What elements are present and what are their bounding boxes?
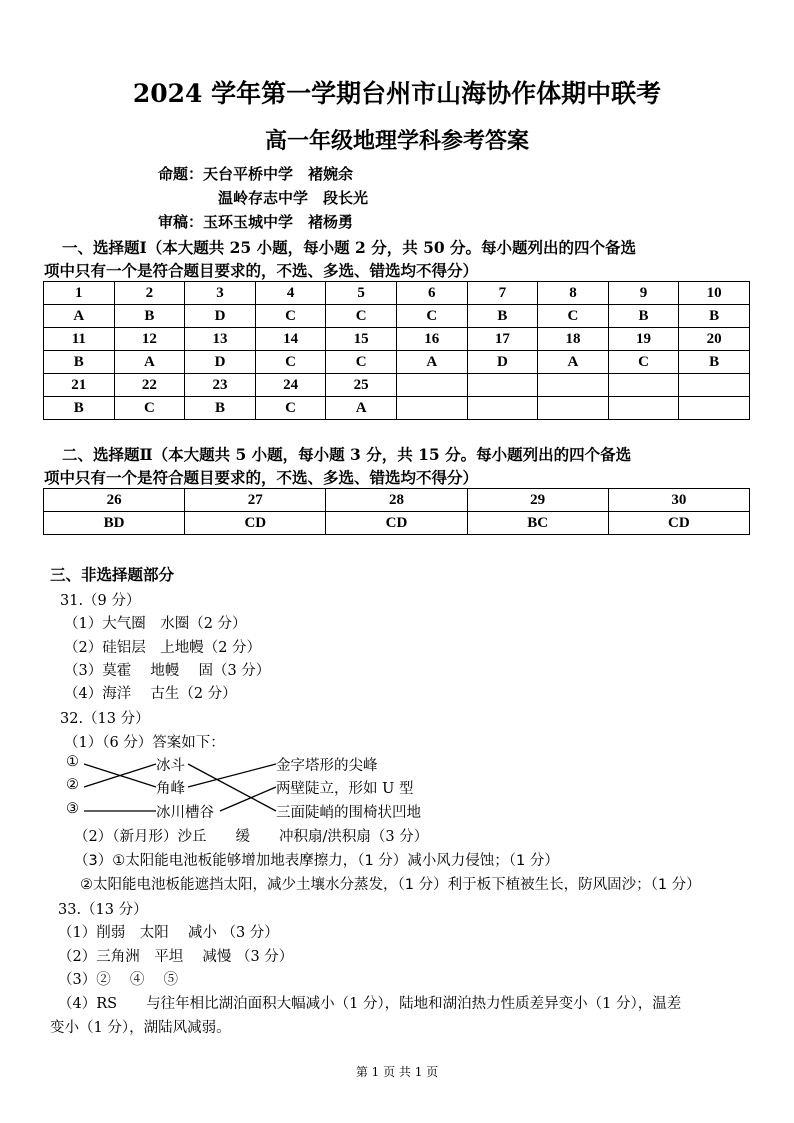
match-left-2: ② — [66, 777, 79, 793]
q1-cell: B — [467, 305, 538, 328]
q1-cell: A — [114, 351, 185, 374]
q1-cell: 4 — [255, 282, 326, 305]
q31-line-1: （1）大气圈 水圈（2 分） — [64, 616, 247, 632]
match-left-1: ① — [66, 754, 79, 770]
q2-cell: 27 — [185, 489, 326, 512]
connector-mid2-to-right1 — [188, 764, 276, 787]
q2-cell: 26 — [44, 489, 185, 512]
q1-cell: 1 — [44, 282, 115, 305]
q1-cell: 19 — [608, 328, 679, 351]
q1-cell: B — [608, 305, 679, 328]
q2-cell: 30 — [608, 489, 749, 512]
q1-cell: B — [44, 351, 115, 374]
q2-cell: 28 — [326, 489, 467, 512]
q1-cell: 24 — [255, 374, 326, 397]
q1-cell: A — [396, 351, 467, 374]
q1-cell: C — [255, 397, 326, 420]
q1-cell: 25 — [326, 374, 397, 397]
q2-cell: 29 — [467, 489, 608, 512]
q2-cell: CD — [608, 512, 749, 535]
match-right-3: 三面陡峭的围椅状凹地 — [276, 805, 421, 821]
q1-cell: 18 — [538, 328, 609, 351]
document-subtitle: 高一年级地理学科参考答案 — [264, 128, 529, 154]
section3-heading: 三、非选择题部分 — [50, 565, 175, 584]
q1-cell: C — [326, 305, 397, 328]
q1-cell: C — [255, 305, 326, 328]
q2-cell: CD — [326, 512, 467, 535]
q2-cell: BC — [467, 512, 608, 535]
q2-cell: BD — [44, 512, 185, 535]
document-title: 2024 学年第一学期台州市山海协作体期中联考 — [132, 79, 662, 108]
q1-cell: B — [44, 397, 115, 420]
section1-heading-line2: 项中只有一个是符合题目要求的，不选、多选、错选均不得分） — [44, 261, 479, 280]
q33-part4-line1: （4）RS 与往年相比湖泊面积大幅减小（1 分），陆地和湖泊热力性质差异变小（1 分），温差 — [58, 996, 682, 1012]
q32-part3: （3）①太阳能电池板能够增加地表摩擦力，（1 分）减小风力侵蚀；（1 分） — [74, 853, 559, 869]
credit-author-1: 命题：天台平桥中学 褚婉余 — [158, 165, 354, 183]
q1-cell: 2 — [114, 282, 185, 305]
q31-line-4: （4）海洋 古生（2 分） — [64, 686, 237, 702]
q2-cell: CD — [185, 512, 326, 535]
q32-part2: （2）（新月形）沙丘 缓 冲积扇/洪积扇（3 分） — [74, 829, 429, 845]
section2-heading-line1: 二、选择题Ⅱ（本大题共 5 小题，每小题 3 分，共 15 分。每小题列出的四个备选 — [62, 445, 632, 464]
q1-cell: 11 — [44, 328, 115, 351]
q1-cell: 17 — [467, 328, 538, 351]
q1-cell: D — [185, 351, 256, 374]
q1-cell: D — [467, 351, 538, 374]
q1-cell: C — [396, 305, 467, 328]
q32-part3-point2: ②太阳能电池板能遮挡太阳，减少土壤水分蒸发，（1 分）利于板下植被生长，防风固沙；（1 分） — [80, 877, 701, 893]
q1-cell: B — [679, 351, 750, 374]
q1-cell: 8 — [538, 282, 609, 305]
match-left-3: ③ — [66, 801, 79, 817]
q1-cell: B — [679, 305, 750, 328]
q1-cell: B — [185, 397, 256, 420]
match-mid-3: 冰川槽谷 — [156, 805, 214, 821]
q1-cell: A — [538, 351, 609, 374]
q1-cell: C — [255, 351, 326, 374]
match-mid-2: 角峰 — [156, 781, 185, 797]
page-footer: 第 1 页 共 1 页 — [355, 1065, 439, 1079]
q33-line-1: （1）削弱 太阳 减小 （3 分） — [58, 925, 279, 941]
section2-heading-line2: 项中只有一个是符合题目要求的，不选、多选、错选均不得分） — [44, 468, 479, 487]
q1-cell: 9 — [608, 282, 679, 305]
q1-cell: 6 — [396, 282, 467, 305]
q1-cell: D — [185, 305, 256, 328]
q33-line-3: （3）② ④ ⑤ — [58, 972, 178, 988]
q33-title: 33.（13 分） — [58, 902, 148, 918]
q1-cell: B — [114, 305, 185, 328]
q1-cell: 5 — [326, 282, 397, 305]
q1-cell: C — [608, 351, 679, 374]
q33-line-2: （2）三角洲 平坦 减慢 （3 分） — [58, 949, 294, 965]
q1-cell: 7 — [467, 282, 538, 305]
q1-cell: 22 — [114, 374, 185, 397]
q1-cell: C — [326, 351, 397, 374]
q31-title: 31.（9 分） — [60, 593, 141, 609]
q1-cell: 16 — [396, 328, 467, 351]
credit-reviewer: 审稿：玉环玉城中学 褚杨勇 — [158, 213, 354, 231]
match-right-2: 两壁陡立，形如 U 型 — [276, 781, 414, 797]
q1-cell: 20 — [679, 328, 750, 351]
q31-line-3: （3）莫霍 地幔 固（3 分） — [64, 663, 271, 679]
q1-cell: 14 — [255, 328, 326, 351]
q32-title: 32.（13 分） — [60, 711, 150, 727]
connector-mid1-to-right3 — [188, 764, 276, 811]
match-mid-1: 冰斗 — [156, 758, 185, 774]
credit-author-2: 温岭存志中学 段长光 — [218, 189, 369, 207]
q33-part4-line2: 变小（1 分），湖陆风减弱。 — [50, 1020, 231, 1036]
q1-cell: 21 — [44, 374, 115, 397]
q1-cell: 3 — [185, 282, 256, 305]
q1-cell: A — [44, 305, 115, 328]
q1-cell: 15 — [326, 328, 397, 351]
q31-line-2: （2）硅铝层 上地幔（2 分） — [64, 640, 262, 656]
section1-heading-line1: 一、选择题Ⅰ（本大题共 25 小题，每小题 2 分，共 50 分。每小题列出的四个备选 — [62, 238, 637, 257]
q1-cell: 13 — [185, 328, 256, 351]
match-right-1: 金字塔形的尖峰 — [276, 758, 378, 774]
q1-cell: 23 — [185, 374, 256, 397]
q1-cell: A — [326, 397, 397, 420]
connector-mid3-to-right2 — [220, 787, 276, 811]
q1-cell: 10 — [679, 282, 750, 305]
q32-part1: （1）（6 分）答案如下： — [64, 735, 225, 751]
q1-cell: C — [114, 397, 185, 420]
q1-cell: 12 — [114, 328, 185, 351]
q1-cell: C — [538, 305, 609, 328]
